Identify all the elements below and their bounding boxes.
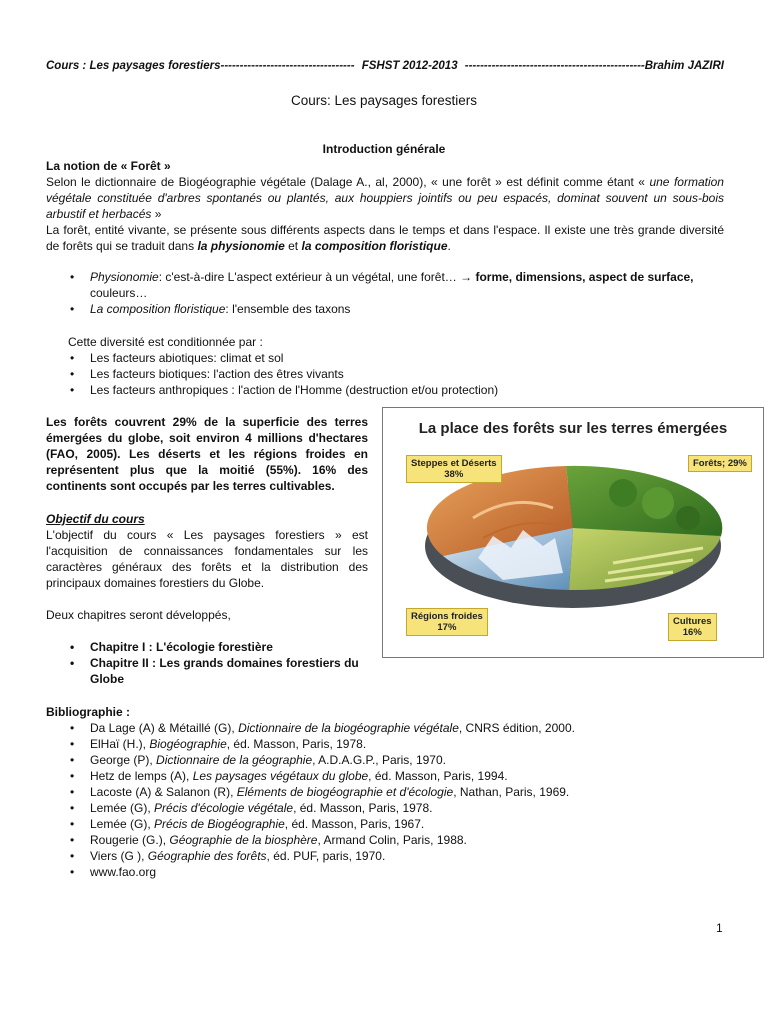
diversity-intro: Cette diversité est conditionnée par : [68,335,263,349]
bibliography-heading: Bibliographie : [46,705,130,719]
composition-text: : l'ensemble des taxons [225,302,351,316]
bib-text: , A.D.A.G.P., Paris, 1970. [312,753,446,767]
objective-section [46,511,368,623]
list-item: • Les facteurs biotiques: l'action des êtres vivants [68,366,724,382]
bibliography-item [68,848,724,864]
book-title: Précis d'écologie végétale [154,801,294,815]
bib-text: Lemée (G), [90,801,155,815]
label-cultures [668,613,717,641]
list-item [68,269,724,301]
forest-share-figure [382,407,764,658]
bib-text: Lacoste (A) & Salanon (R), [90,785,237,799]
label-value: 17% [437,622,457,633]
bib-text: , éd. Masson, Paris, 1994. [368,769,508,783]
bibliography-item [68,784,724,800]
aspects-list [68,269,724,317]
page-number: 1 [716,921,723,935]
definition-quote: une formation végétale constituée d'arbres spontanés ou plantés, aux houppiers jointifs ou peu espacés, dominat souvent un sous-bois arbustif et herbacés [46,175,724,221]
label-name: Steppes et Déserts [411,458,497,469]
stats-paragraph: Les forêts couvrent 29% de la superficie des terres émergées du globe, soit environ 4 millions d'hectares (FAO, 2005). Les déserts et les régions froides en représentent plus que la moitié (55%). 16% des continents sont occupés par les terres cultivables. [46,415,368,493]
bib-text: www.fao.org [90,865,157,879]
header-right: -----------------------------------------------Brahim JAZIRI [464,60,724,72]
bib-text: Da Lage (A) & Métaillé (G), [90,721,239,735]
bibliography-item [68,800,724,816]
bibliography-item [68,720,724,736]
tree-shape [609,479,637,507]
definition-close: » [151,207,162,221]
diversity-paragraph [46,222,724,254]
label-deserts [406,455,502,483]
book-title: Géographie de la biosphère [169,833,318,847]
bib-text: Lemée (G), [90,817,155,831]
label-value: 29% [727,458,747,469]
diversity-end: . [447,239,451,253]
bib-text: Viers (G ), [90,849,148,863]
book-title: Précis de Biogéographie [154,817,285,831]
bibliography-item [68,752,724,768]
book-title: Eléments de biogéographie et d'écologie [236,785,454,799]
definition-text: Selon le dictionnaire de Biogéographie végétale (Dalage A., al, 2000), « une forêt » est définit comme étant « [46,175,650,189]
physionomie-label: Physionomie [90,270,159,284]
physionomie-cont: couleurs… [90,286,148,300]
objective-heading: Objectif du cours [46,512,145,526]
label-name: Cultures [673,616,712,627]
label-forests: Forêts; 29% [688,455,752,472]
book-title: Géographie des forêts [147,849,267,863]
book-title: Les paysages végétaux du globe [192,769,369,783]
bibliography-item [68,832,724,848]
chapters-list [68,639,368,687]
label-cold-regions [406,608,488,636]
bib-text: , Nathan, Paris, 1969. [453,785,570,799]
objective-text: L'objectif du cours « Les paysages forestiers » est l'acquisition de connaissances fondamentales sur les caractères généraux des forêts et la distribution des principaux domaines forestiers du Globe. [46,528,368,590]
physionomie-text: : c'est-à-dire L'aspect extérieur à un végétal, une forêt… [158,270,461,284]
diversity-and: et [284,239,302,253]
bib-text: , éd. PUF, paris, 1970. [266,849,386,863]
bib-text: Hetz de lemps (A), [90,769,193,783]
bib-text: George (P), [90,753,157,767]
list-item: • Les facteurs anthropiques : l'action de l'Homme (destruction et/ou protection) [68,382,724,398]
bibliography-item [68,736,724,752]
bibliography-item [68,768,724,784]
list-item [68,301,724,317]
bib-text: Rougerie (G.), [90,833,170,847]
physionomie-term: la physionomie [197,239,285,253]
intro-heading: Introduction générale [322,142,446,156]
label-value: 38% [444,469,464,480]
label-name: Régions froides [411,611,483,622]
book-title: Dictionnaire de la géographie [156,753,313,767]
bib-text: , éd. Masson, Paris, 1967. [284,817,425,831]
list-item: • Chapitre II : Les grands domaines forestiers du Globe [68,655,368,687]
bib-text: , CNRS édition, 2000. [458,721,575,735]
tree-shape [642,487,674,519]
bib-text: , Armand Colin, Paris, 1988. [317,833,467,847]
figure-title: La place des forêts sur les terres émergées [418,420,728,437]
bib-text: ElHaï (H.), [90,737,150,751]
tree-shape [676,506,700,530]
book-title: Dictionnaire de la biogéographie végétale [238,721,459,735]
chapters-intro: Deux chapitres seront développés, [46,608,231,622]
bib-text: , éd. Masson, Paris, 1978. [293,801,433,815]
label-name: Forêts [693,458,723,469]
composition-label: La composition floristique [90,302,226,316]
composition-term: la composition floristique [301,239,448,253]
factors-section [68,334,724,398]
diversity-text: La forêt, entité vivante, se présente sous différents aspects dans le temps et dans l'espace. Il existe une très grande diversité de forêts qui se traduit dans [46,223,724,253]
header-middle: FSHST 2012-2013 [361,60,458,72]
running-header [46,60,724,72]
notion-section [46,158,724,254]
physionomie-bold: forme, dimensions, aspect de surface, [472,270,694,284]
definition-paragraph [46,174,724,222]
bibliography-item [68,864,724,880]
bib-text: , éd. Masson, Paris, 1978. [226,737,367,751]
bibliography-list [68,720,724,880]
book-title: Biogéographie [149,737,227,751]
notion-heading: La notion de « Forêt » [46,159,171,173]
label-value: 16% [682,627,702,638]
list-item: • Les facteurs abiotiques: climat et sol [68,350,724,366]
list-item: • Chapitre I : L'écologie forestière [68,639,368,655]
bibliography-item [68,816,724,832]
document-title: Cours: Les paysages forestiers [290,93,478,108]
arrow-icon: → [460,270,473,284]
header-left: Cours : Les paysages forestiers----------------------------------- [46,60,355,72]
